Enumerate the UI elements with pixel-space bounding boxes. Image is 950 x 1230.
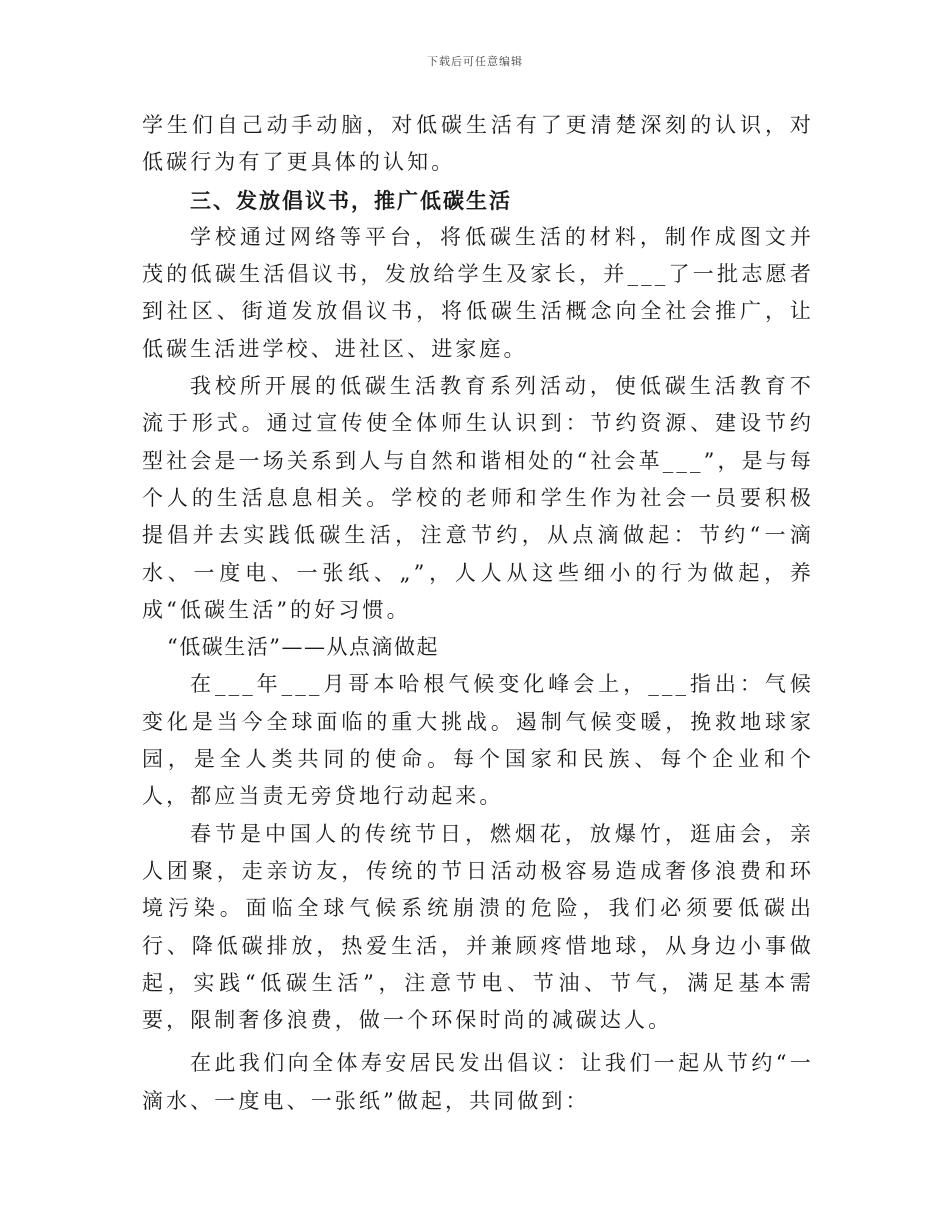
section-heading: 三、发放倡议书，推广低碳生活 — [190, 187, 512, 213]
paragraph-continuation: 学生们自己动手动脑，对低碳生活有了更清楚深刻的认识，对低碳行为有了更具体的认知。 — [142, 113, 814, 175]
subtitle: “低碳生活”——从点滴做起 — [167, 635, 439, 660]
paragraph-climate-summit: 在___年___月哥本哈根气候变化峰会上，___指出：气候变化是当今全球面临的重大挑战。遏制气候变暖，挽救地球家园，是全人类共同的使命。每个国家和民族、每个企业和个人，都应当责无旁贷地行动起来。 — [142, 672, 814, 809]
paragraph-proposal-distribution: 学校通过网络等平台，将低碳生活的材料，制作成图文并茂的低碳生活倡议书，发放给学生及家长，并___了一批志愿者到社区、街道发放倡议书，将低碳生活概念向全社会推广，让低碳生活进学校、进社区、进家庭。 — [142, 224, 814, 361]
paragraph-spring-festival: 春节是中国人的传统节日，燃烟花，放爆竹，逛庙会，亲人团聚，走亲访友，传统的节日活动极容易造成奢侈浪费和环境污染。面临全球气候系统崩溃的危险，我们必须要低碳出行、降低碳排放，热爱生活，并兼顾疼惜地球，从身边小事做起，实践“低碳生活”，注意节电、节油、节气，满足基本需要，限制奢侈浪费，做一个环保时尚的减碳达人。 — [142, 821, 814, 1033]
page-header-note: 下载后可任意编辑 — [427, 55, 523, 68]
document-body — [142, 107, 814, 1120]
paragraph-initiative: 在此我们向全体寿安居民发出倡议：让我们一起从节约“一滴水、一度电、一张纸”做起，共同做到： — [142, 1051, 814, 1113]
paragraph-education-activities: 我校所开展的低碳生活教育系列活动，使低碳生活教育不流于形式。通过宣传使全体师生认识到：节约资源、建设节约型社会是一场关系到人与自然和谐相处的“社会革___”，是与每个人的生活息息相关。学校的老师和学生作为社会一员要积极提倡并去实践低碳生活，注意节约，从点滴做起：节约“一滴水、一度电、一张纸、„”，人人从这些细小的行为做起，养成“低碳生活”的好习惯。 — [142, 374, 814, 622]
